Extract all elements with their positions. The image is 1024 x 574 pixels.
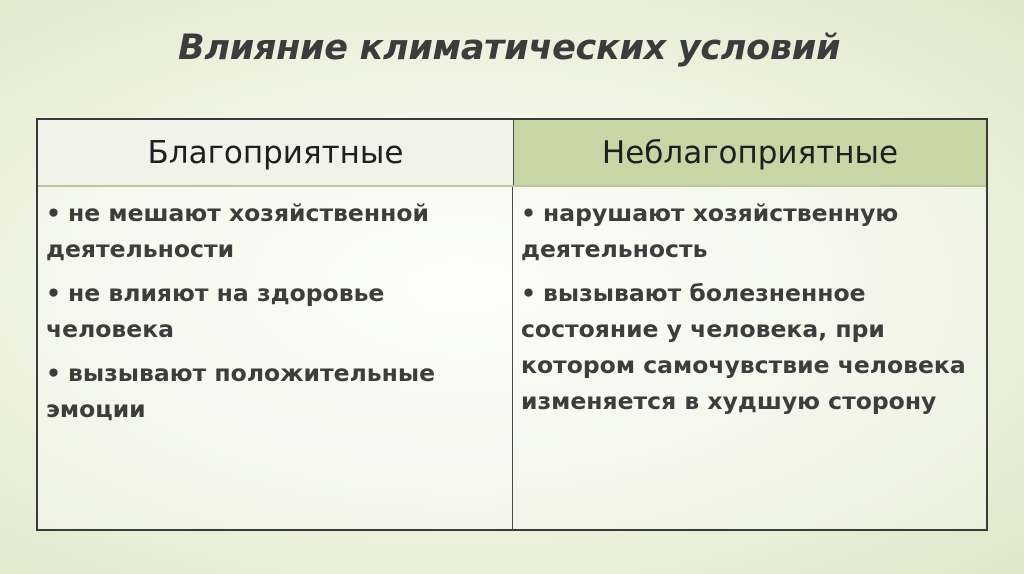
table-body-row <box>38 187 986 529</box>
bullet-icon: • <box>46 359 62 387</box>
list-item <box>46 275 504 347</box>
list-item-text: вызывают болезненное состояние у человека, при котором самочувствие человека изменяется в худшую сторону <box>521 279 966 415</box>
table-header-row <box>38 120 986 187</box>
favorable-cell <box>38 187 513 529</box>
header-favorable: Благоприятные <box>38 120 514 185</box>
header-unfavorable: Неблагоприятные <box>514 120 986 185</box>
slide-title: Влияние климатических условий <box>178 28 841 68</box>
list-item-text: не влияют на здоровье человека <box>46 279 385 343</box>
comparison-table <box>36 118 988 531</box>
list-item <box>46 355 504 427</box>
bullet-icon: • <box>46 199 62 227</box>
bullet-icon: • <box>521 199 537 227</box>
list-item <box>521 275 978 419</box>
list-item <box>521 195 978 267</box>
favorable-list <box>46 195 504 427</box>
list-item-text: нарушают хозяйственную деятельность <box>521 199 899 263</box>
list-item <box>46 195 504 267</box>
unfavorable-list <box>521 195 978 419</box>
bullet-icon: • <box>521 279 537 307</box>
list-item-text: не мешают хозяйственной деятельности <box>46 199 429 263</box>
unfavorable-cell <box>513 187 986 529</box>
bullet-icon: • <box>46 279 62 307</box>
list-item-text: вызывают положительные эмоции <box>46 359 436 423</box>
